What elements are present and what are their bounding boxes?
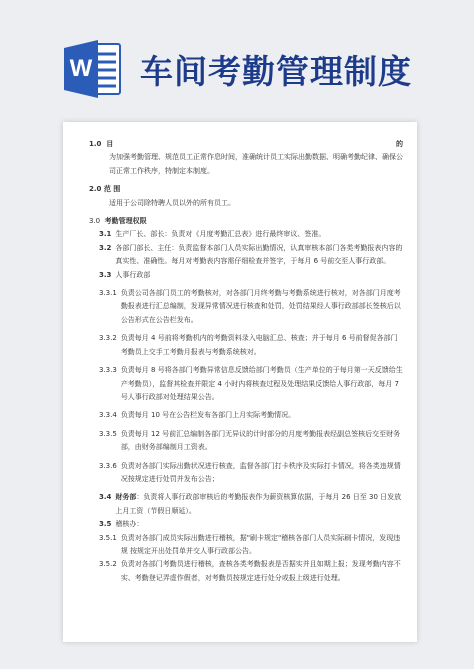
paragraph: 适用于公司除特聘人员以外的所有员工。 — [109, 198, 235, 207]
list-item: 3.5.2 负责对各部门考勤员进行稽核，查核各类考勤报表是否据实并且如期上报；发现考勤内容不实、考勤登记弄虚作假者，对考勤员按规定进行处分或报上级进行处理。 — [99, 560, 401, 582]
section-title: 目 — [106, 140, 114, 148]
section-heading-scope: 2.0 范 围 — [89, 185, 121, 194]
svg-text:W: W — [69, 55, 93, 82]
page-header — [0, 0, 474, 112]
document-page — [63, 122, 417, 642]
list-item: 3.3.6 负责对各部门实际出勤状况进行核查，监督各部门打卡秩序及实际打卡情况，将各类违规情况按规定进行处罚并发布公告； — [99, 461, 401, 483]
list-item: 3.3.4 负责每月 10 号在公告栏发布各部门上月实际考勤情况。 — [99, 411, 296, 420]
paragraph: 为加强考勤管理、规范员工正常作息时间，准确统计员工实际出勤数据、明确考勤纪律、确保公司正常工作秩序，特制定本制度。 — [109, 153, 403, 175]
list-item: 3.3.3 负责每月 8 号将各部门考勤异常信息反馈给部门考勤员（生产单位的于每月第一天反馈给生产考勤员），监督其检查并限定 4 小时内将核查过程及处理结果反馈给人事行政部，每月 7 号人事行政部对处理结果公告。 — [99, 366, 403, 401]
list-item: 3.5.1 负责对各部门成员实际出勤进行稽核，据"刷卡规定"稽核各部门人员实际刷卡情况，发现违规 按规定开出处罚单并交人事行政部公告。 — [99, 533, 401, 555]
list-item: 3.1 生产厂长、部长：负责对《月度考勤汇总表》进行最终审议、签准。 — [99, 230, 326, 239]
word-document-icon — [64, 38, 122, 100]
list-item: 3.5 稽核办： — [99, 520, 144, 529]
section-number: 1.0 — [89, 140, 102, 148]
section-heading-authority: 3.0 考勤管理权限 — [89, 217, 147, 226]
list-item: 3.3.5 负责每月 12 号前汇总编制各部门无异议的计时部分的月度考勤报表经副总签核后交至财务部，由财务部编制月工资表。 — [99, 429, 401, 452]
list-item: 3.3 人事行政部 — [99, 270, 151, 279]
list-item: 3.4 财务部：负责将人事行政部审核后的考勤报表作为薪资核算依据，于每月 26 日至 30 日发放上月工资（节假日顺延）。 — [99, 493, 402, 515]
section-heading-purpose — [89, 138, 403, 151]
list-item: 3.2 各部门部长、主任：负责监督本部门人员实际出勤情况，认真审核本部门各类考勤报表内容的真实性、准确性。每月对考勤表内容需仔细检查并签字，于每月 6 号前交至人事行政部。 — [99, 243, 403, 266]
document-body — [63, 122, 417, 585]
section-title-end: 的 — [396, 140, 403, 148]
list-item: 3.3.2 负责每月 4 号前将考勤机内的考勤资料录入电脑汇总、核查；并于每月 6 号前督促各部门考勤员上交手工考勤月报表与考勤系统核对。 — [99, 334, 398, 356]
page-title: 车间考勤管理制度 — [140, 52, 412, 91]
list-item: 3.3.1 负责公司各部门员工的考勤核对，对各部门月终考勤与考勤系统进行核对，对各部门月度考勤报表进行汇总编制，发现异常情况进行核查和处罚，处罚结果经人事行政部部长签核后以公告形式在公告栏发布。 — [99, 289, 401, 324]
